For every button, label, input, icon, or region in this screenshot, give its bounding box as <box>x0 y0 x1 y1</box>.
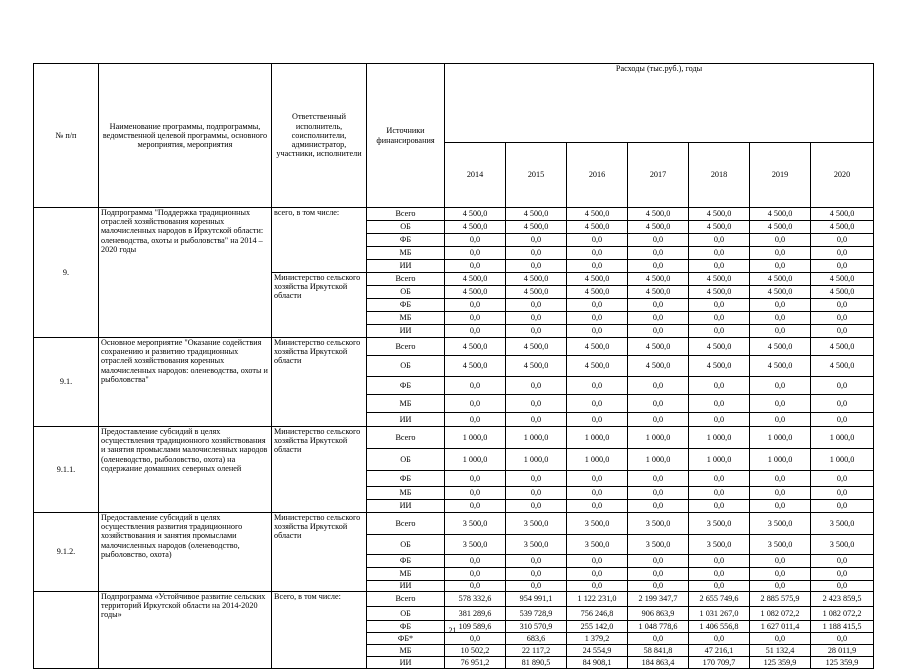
year-header: 2019 <box>750 143 811 208</box>
expense-value: 0,0 <box>689 471 750 487</box>
expense-value: 0,0 <box>567 325 628 338</box>
expense-value: 3 500,0 <box>750 513 811 535</box>
expense-value: 0,0 <box>445 487 506 500</box>
expense-value: 125 359,9 <box>811 657 874 669</box>
expense-value: 1 000,0 <box>445 427 506 449</box>
responsible: Министерство сельского хозяйства Иркутской области <box>272 338 367 427</box>
expense-value: 4 500,0 <box>811 273 874 286</box>
expense-value: 1 627 011,4 <box>750 621 811 633</box>
expense-value: 3 500,0 <box>750 535 811 555</box>
expense-value: 0,0 <box>445 568 506 581</box>
expense-value: 0,0 <box>750 500 811 513</box>
expense-value: 1 048 778,6 <box>628 621 689 633</box>
expense-value: 4 500,0 <box>567 208 628 221</box>
year-header: 2014 <box>445 143 506 208</box>
expense-value: 1 406 556,8 <box>689 621 750 633</box>
expense-value: 0,0 <box>567 312 628 325</box>
expense-value: 0,0 <box>628 555 689 568</box>
expense-value: 0,0 <box>567 247 628 260</box>
funding-source: ИИ <box>367 413 445 427</box>
header-source: Источники финансирования <box>367 64 445 208</box>
expense-value: 0,0 <box>750 633 811 645</box>
expense-value: 4 500,0 <box>689 273 750 286</box>
expense-value: 0,0 <box>689 234 750 247</box>
header-expenses: Расходы (тыс.руб.), годы <box>445 64 874 143</box>
expense-value: 4 500,0 <box>811 221 874 234</box>
funding-source: Всего <box>367 273 445 286</box>
expense-value: 2 199 347,7 <box>628 592 689 607</box>
expense-value: 0,0 <box>506 395 567 413</box>
row-number: 9.1.1. <box>34 427 99 513</box>
expense-value: 1 000,0 <box>506 427 567 449</box>
budget-table <box>33 63 874 669</box>
expense-value: 0,0 <box>506 247 567 260</box>
year-header: 2016 <box>567 143 628 208</box>
expense-value: 0,0 <box>689 413 750 427</box>
expense-value: 1 000,0 <box>567 427 628 449</box>
expense-value: 0,0 <box>750 260 811 273</box>
expense-value: 0,0 <box>567 555 628 568</box>
expense-value: 0,0 <box>628 500 689 513</box>
expense-value: 4 500,0 <box>750 356 811 377</box>
expense-value: 1 188 415,5 <box>811 621 874 633</box>
expense-value: 1 000,0 <box>750 449 811 471</box>
expense-value: 0,0 <box>811 413 874 427</box>
expense-value: 0,0 <box>811 299 874 312</box>
funding-source: ФБ <box>367 377 445 395</box>
expense-value: 0,0 <box>628 471 689 487</box>
expense-value: 3 500,0 <box>567 535 628 555</box>
expense-value: 0,0 <box>506 234 567 247</box>
expense-value: 906 863,9 <box>628 607 689 621</box>
row-number: 9. <box>34 208 99 338</box>
expense-value: 0,0 <box>628 325 689 338</box>
expense-value: 0,0 <box>628 377 689 395</box>
program-name: Предоставление субсидий в целях осуществления развития традиционного хозяйствования и занятия промыслами малочисленных народов (оленеводство, рыболовство, охота) <box>99 513 272 592</box>
expense-value: 0,0 <box>445 395 506 413</box>
expense-value: 4 500,0 <box>750 221 811 234</box>
expense-value: 0,0 <box>506 471 567 487</box>
funding-source: ОБ <box>367 535 445 555</box>
expense-value: 0,0 <box>567 581 628 592</box>
expense-value: 10 502,2 <box>445 645 506 657</box>
expense-value: 381 289,6 <box>445 607 506 621</box>
program-name: Предоставление субсидий в целях осуществления традиционного хозяйствования и занятия промыслами малочисленных народов (оленеводство, рыболовство, охота) на содержание домашних северных оленей <box>99 427 272 513</box>
expense-value: 28 011,9 <box>811 645 874 657</box>
expense-value: 4 500,0 <box>445 221 506 234</box>
expense-value: 0,0 <box>750 312 811 325</box>
expense-value: 0,0 <box>445 413 506 427</box>
funding-source: ФБ <box>367 234 445 247</box>
expense-value: 22 117,2 <box>506 645 567 657</box>
expense-value: 0,0 <box>567 413 628 427</box>
expense-value: 0,0 <box>750 377 811 395</box>
expense-value: 0,0 <box>689 500 750 513</box>
expense-value: 125 359,9 <box>750 657 811 669</box>
expense-value: 3 500,0 <box>689 513 750 535</box>
expense-value: 0,0 <box>628 633 689 645</box>
expense-value: 0,0 <box>628 395 689 413</box>
expense-value: 4 500,0 <box>445 208 506 221</box>
expense-value: 4 500,0 <box>628 338 689 356</box>
expense-value: 0,0 <box>811 247 874 260</box>
expense-value: 4 500,0 <box>628 356 689 377</box>
table-row <box>34 513 874 535</box>
expense-value: 4 500,0 <box>506 286 567 299</box>
expense-value: 0,0 <box>567 377 628 395</box>
responsible: Министерство сельского хозяйства Иркутской области <box>272 427 367 513</box>
expense-value: 255 142,0 <box>567 621 628 633</box>
expense-value: 0,0 <box>628 260 689 273</box>
funding-source: МБ <box>367 568 445 581</box>
expense-value: 0,0 <box>445 247 506 260</box>
expense-value: 1 000,0 <box>628 449 689 471</box>
expense-value: 2 423 859,5 <box>811 592 874 607</box>
header-responsible: Ответственный исполнитель, соисполнители, администратор, участники, исполнители <box>272 64 367 208</box>
expense-value: 3 500,0 <box>811 513 874 535</box>
expense-value: 0,0 <box>445 325 506 338</box>
expense-value: 0,0 <box>689 395 750 413</box>
expense-value: 1 000,0 <box>628 427 689 449</box>
expense-value: 0,0 <box>689 581 750 592</box>
table-row <box>34 338 874 356</box>
funding-source: ФБ* <box>367 633 445 645</box>
expense-value: 0,0 <box>506 568 567 581</box>
expense-value: 4 500,0 <box>811 208 874 221</box>
expense-value: 4 500,0 <box>445 356 506 377</box>
expense-value: 0,0 <box>750 487 811 500</box>
expense-value: 0,0 <box>567 260 628 273</box>
expense-value: 1 082 072,2 <box>750 607 811 621</box>
expense-value: 4 500,0 <box>689 286 750 299</box>
expense-value: 0,0 <box>811 487 874 500</box>
expense-value: 1 000,0 <box>506 449 567 471</box>
expense-value: 0,0 <box>506 260 567 273</box>
expense-value: 0,0 <box>628 299 689 312</box>
funding-source: Всего <box>367 592 445 607</box>
expense-value: 3 500,0 <box>506 513 567 535</box>
expense-value: 4 500,0 <box>750 286 811 299</box>
expense-value: 4 500,0 <box>567 356 628 377</box>
table-row <box>34 208 874 221</box>
expense-value: 0,0 <box>750 247 811 260</box>
expense-value: 0,0 <box>689 377 750 395</box>
table-row <box>34 592 874 607</box>
expense-value: 4 500,0 <box>628 221 689 234</box>
expense-value: 4 500,0 <box>567 286 628 299</box>
expense-value: 0,0 <box>506 500 567 513</box>
expense-value: 1 000,0 <box>750 427 811 449</box>
expense-value: 0,0 <box>689 555 750 568</box>
expense-value: 0,0 <box>445 581 506 592</box>
expense-value: 3 500,0 <box>628 513 689 535</box>
expense-value: 76 951,2 <box>445 657 506 669</box>
expense-value: 0,0 <box>689 312 750 325</box>
expense-value: 0,0 <box>689 487 750 500</box>
responsible: Всего, в том числе: <box>272 592 367 669</box>
expense-value: 539 728,9 <box>506 607 567 621</box>
year-header: 2015 <box>506 143 567 208</box>
program-name: Основное мероприятие "Оказание содействия сохранению и развитию традиционных отраслей хозяйствования коренных малочисленных народов: оленеводства, охоты и рыболовства" <box>99 338 272 427</box>
expense-value: 0,0 <box>689 260 750 273</box>
expense-value: 0,0 <box>689 299 750 312</box>
expense-value: 0,0 <box>445 260 506 273</box>
expense-value: 0,0 <box>628 487 689 500</box>
funding-source: ИИ <box>367 657 445 669</box>
expense-value: 3 500,0 <box>445 513 506 535</box>
expense-value: 1 000,0 <box>689 427 750 449</box>
expense-value: 0,0 <box>628 581 689 592</box>
program-name: Подпрограмма «Устойчивое развитие сельских территорий Иркутской области на 2014-2020 годы» <box>99 592 272 669</box>
funding-source: ИИ <box>367 500 445 513</box>
expense-value: 0,0 <box>811 555 874 568</box>
expense-value: 4 500,0 <box>750 273 811 286</box>
funding-source: ФБ <box>367 621 445 633</box>
expense-value: 81 890,5 <box>506 657 567 669</box>
expense-value: 0,0 <box>567 299 628 312</box>
expense-value: 0,0 <box>750 325 811 338</box>
funding-source: ИИ <box>367 260 445 273</box>
responsible: Министерство сельского хозяйства Иркутской области <box>272 513 367 592</box>
page-number: 21 <box>448 626 457 635</box>
expense-value: 4 500,0 <box>567 221 628 234</box>
expense-value: 4 500,0 <box>506 208 567 221</box>
expense-value: 0,0 <box>689 568 750 581</box>
year-header: 2018 <box>689 143 750 208</box>
expense-value: 0,0 <box>750 555 811 568</box>
expense-value: 954 991,1 <box>506 592 567 607</box>
expense-value: 1 000,0 <box>445 449 506 471</box>
expense-value: 1 379,2 <box>567 633 628 645</box>
row-number: 9.1. <box>34 338 99 427</box>
expense-value: 1 000,0 <box>811 449 874 471</box>
expense-value: 0,0 <box>567 487 628 500</box>
funding-source: МБ <box>367 645 445 657</box>
funding-source: ОБ <box>367 356 445 377</box>
expense-value: 0,0 <box>506 413 567 427</box>
expense-value: 4 500,0 <box>628 208 689 221</box>
funding-source: ФБ <box>367 471 445 487</box>
expense-value: 4 500,0 <box>689 208 750 221</box>
expense-value: 4 500,0 <box>567 338 628 356</box>
expense-value: 4 500,0 <box>689 356 750 377</box>
expense-value: 0,0 <box>567 568 628 581</box>
funding-source: ОБ <box>367 221 445 234</box>
expense-value: 0,0 <box>506 487 567 500</box>
expense-value: 0,0 <box>506 299 567 312</box>
funding-source: ИИ <box>367 581 445 592</box>
responsible: всего, в том числе: <box>272 208 367 273</box>
expense-value: 3 500,0 <box>689 535 750 555</box>
expense-value: 184 863,4 <box>628 657 689 669</box>
funding-source: ФБ <box>367 555 445 568</box>
expense-value: 0,0 <box>506 581 567 592</box>
funding-source: ОБ <box>367 286 445 299</box>
header-row <box>34 64 874 143</box>
expense-value: 4 500,0 <box>445 273 506 286</box>
expense-value: 0,0 <box>445 471 506 487</box>
row-number: 9.1.2. <box>34 513 99 592</box>
year-header: 2020 <box>811 143 874 208</box>
expense-value: 4 500,0 <box>506 356 567 377</box>
expense-value: 0,0 <box>506 312 567 325</box>
funding-source: ОБ <box>367 607 445 621</box>
funding-source: МБ <box>367 395 445 413</box>
responsible: Министерство сельского хозяйства Иркутской области <box>272 273 367 338</box>
expense-value: 0,0 <box>811 568 874 581</box>
funding-source: Всего <box>367 338 445 356</box>
expense-value: 4 500,0 <box>750 338 811 356</box>
expense-value: 0,0 <box>750 568 811 581</box>
expense-value: 1 122 231,0 <box>567 592 628 607</box>
expense-value: 0,0 <box>628 568 689 581</box>
funding-source: МБ <box>367 247 445 260</box>
expense-value: 4 500,0 <box>445 338 506 356</box>
expense-value: 84 908,1 <box>567 657 628 669</box>
expense-value: 0,0 <box>750 234 811 247</box>
expense-value: 0,0 <box>689 325 750 338</box>
expense-value: 0,0 <box>445 555 506 568</box>
expense-value: 47 216,1 <box>689 645 750 657</box>
funding-source: ФБ <box>367 299 445 312</box>
expense-value: 0,0 <box>811 395 874 413</box>
expense-value: 0,0 <box>445 234 506 247</box>
expense-value: 2 655 749,6 <box>689 592 750 607</box>
expense-value: 756 246,8 <box>567 607 628 621</box>
expense-value: 4 500,0 <box>811 286 874 299</box>
expense-value: 4 500,0 <box>689 338 750 356</box>
program-name: Подпрограмма "Поддержка традиционных отраслей хозяйствования коренных малочисленных народов в Иркутской области: оленеводства, охоты и рыболовства" на 2014 – 2020 годы <box>99 208 272 338</box>
expense-value: 0,0 <box>445 633 506 645</box>
expense-value: 3 500,0 <box>506 535 567 555</box>
expense-value: 4 500,0 <box>567 273 628 286</box>
expense-value: 310 570,9 <box>506 621 567 633</box>
header-name: Наименование программы, подпрограммы, ведомственной целевой программы, основного мероприятия, мероприятия <box>99 64 272 208</box>
expense-value: 0,0 <box>811 471 874 487</box>
expense-value: 4 500,0 <box>689 221 750 234</box>
expense-value: 4 500,0 <box>628 273 689 286</box>
expense-value: 0,0 <box>689 247 750 260</box>
funding-source: МБ <box>367 312 445 325</box>
expense-value: 0,0 <box>750 581 811 592</box>
expense-value: 0,0 <box>811 500 874 513</box>
expense-value: 0,0 <box>628 234 689 247</box>
expense-value: 1 000,0 <box>689 449 750 471</box>
expense-value: 0,0 <box>506 377 567 395</box>
expense-value: 0,0 <box>628 312 689 325</box>
funding-source: ИИ <box>367 325 445 338</box>
expense-value: 4 500,0 <box>506 273 567 286</box>
expense-value: 0,0 <box>506 555 567 568</box>
expense-value: 0,0 <box>689 633 750 645</box>
expense-value: 0,0 <box>567 234 628 247</box>
expense-value: 683,6 <box>506 633 567 645</box>
expense-value: 4 500,0 <box>628 286 689 299</box>
expense-value: 4 500,0 <box>811 338 874 356</box>
expense-value: 0,0 <box>750 413 811 427</box>
expense-value: 0,0 <box>811 581 874 592</box>
expense-value: 1 000,0 <box>811 427 874 449</box>
expense-value: 4 500,0 <box>811 356 874 377</box>
expense-value: 1 031 267,0 <box>689 607 750 621</box>
header-num: № п/п <box>34 64 99 208</box>
table-row <box>34 427 874 449</box>
expense-value: 58 841,8 <box>628 645 689 657</box>
funding-source: Всего <box>367 208 445 221</box>
funding-source: ОБ <box>367 449 445 471</box>
expense-value: 0,0 <box>750 395 811 413</box>
expense-value: 4 500,0 <box>506 338 567 356</box>
expense-value: 0,0 <box>811 377 874 395</box>
expense-value: 3 500,0 <box>445 535 506 555</box>
funding-source: Всего <box>367 427 445 449</box>
expense-value: 1 082 072,2 <box>811 607 874 621</box>
expense-value: 0,0 <box>628 247 689 260</box>
expense-value: 0,0 <box>811 312 874 325</box>
expense-value: 578 332,6 <box>445 592 506 607</box>
expense-value: 0,0 <box>567 500 628 513</box>
funding-source: Всего <box>367 513 445 535</box>
expense-value: 0,0 <box>811 260 874 273</box>
expense-value: 0,0 <box>445 500 506 513</box>
expense-value: 0,0 <box>811 633 874 645</box>
expense-value: 51 132,4 <box>750 645 811 657</box>
expense-value: 24 554,9 <box>567 645 628 657</box>
expense-value: 4 500,0 <box>506 221 567 234</box>
expense-value: 170 709,7 <box>689 657 750 669</box>
expense-value: 3 500,0 <box>628 535 689 555</box>
expense-value: 1 000,0 <box>567 449 628 471</box>
expense-value: 0,0 <box>750 299 811 312</box>
expense-value: 0,0 <box>567 471 628 487</box>
expense-value: 0,0 <box>445 377 506 395</box>
expense-value: 0,0 <box>445 299 506 312</box>
expense-value: 0,0 <box>567 395 628 413</box>
expense-value: 0,0 <box>811 325 874 338</box>
expense-value: 0,0 <box>445 312 506 325</box>
expense-value: 2 885 575,9 <box>750 592 811 607</box>
expense-value: 0,0 <box>628 413 689 427</box>
funding-source: МБ <box>367 487 445 500</box>
expense-value: 4 500,0 <box>445 286 506 299</box>
expense-value: 0,0 <box>506 325 567 338</box>
expense-value: 0,0 <box>750 471 811 487</box>
expense-value: 3 500,0 <box>567 513 628 535</box>
expense-value: 4 500,0 <box>750 208 811 221</box>
expense-value: 3 500,0 <box>811 535 874 555</box>
expense-value: 0,0 <box>811 234 874 247</box>
expense-value: 109 589,6 <box>445 621 506 633</box>
year-header: 2017 <box>628 143 689 208</box>
